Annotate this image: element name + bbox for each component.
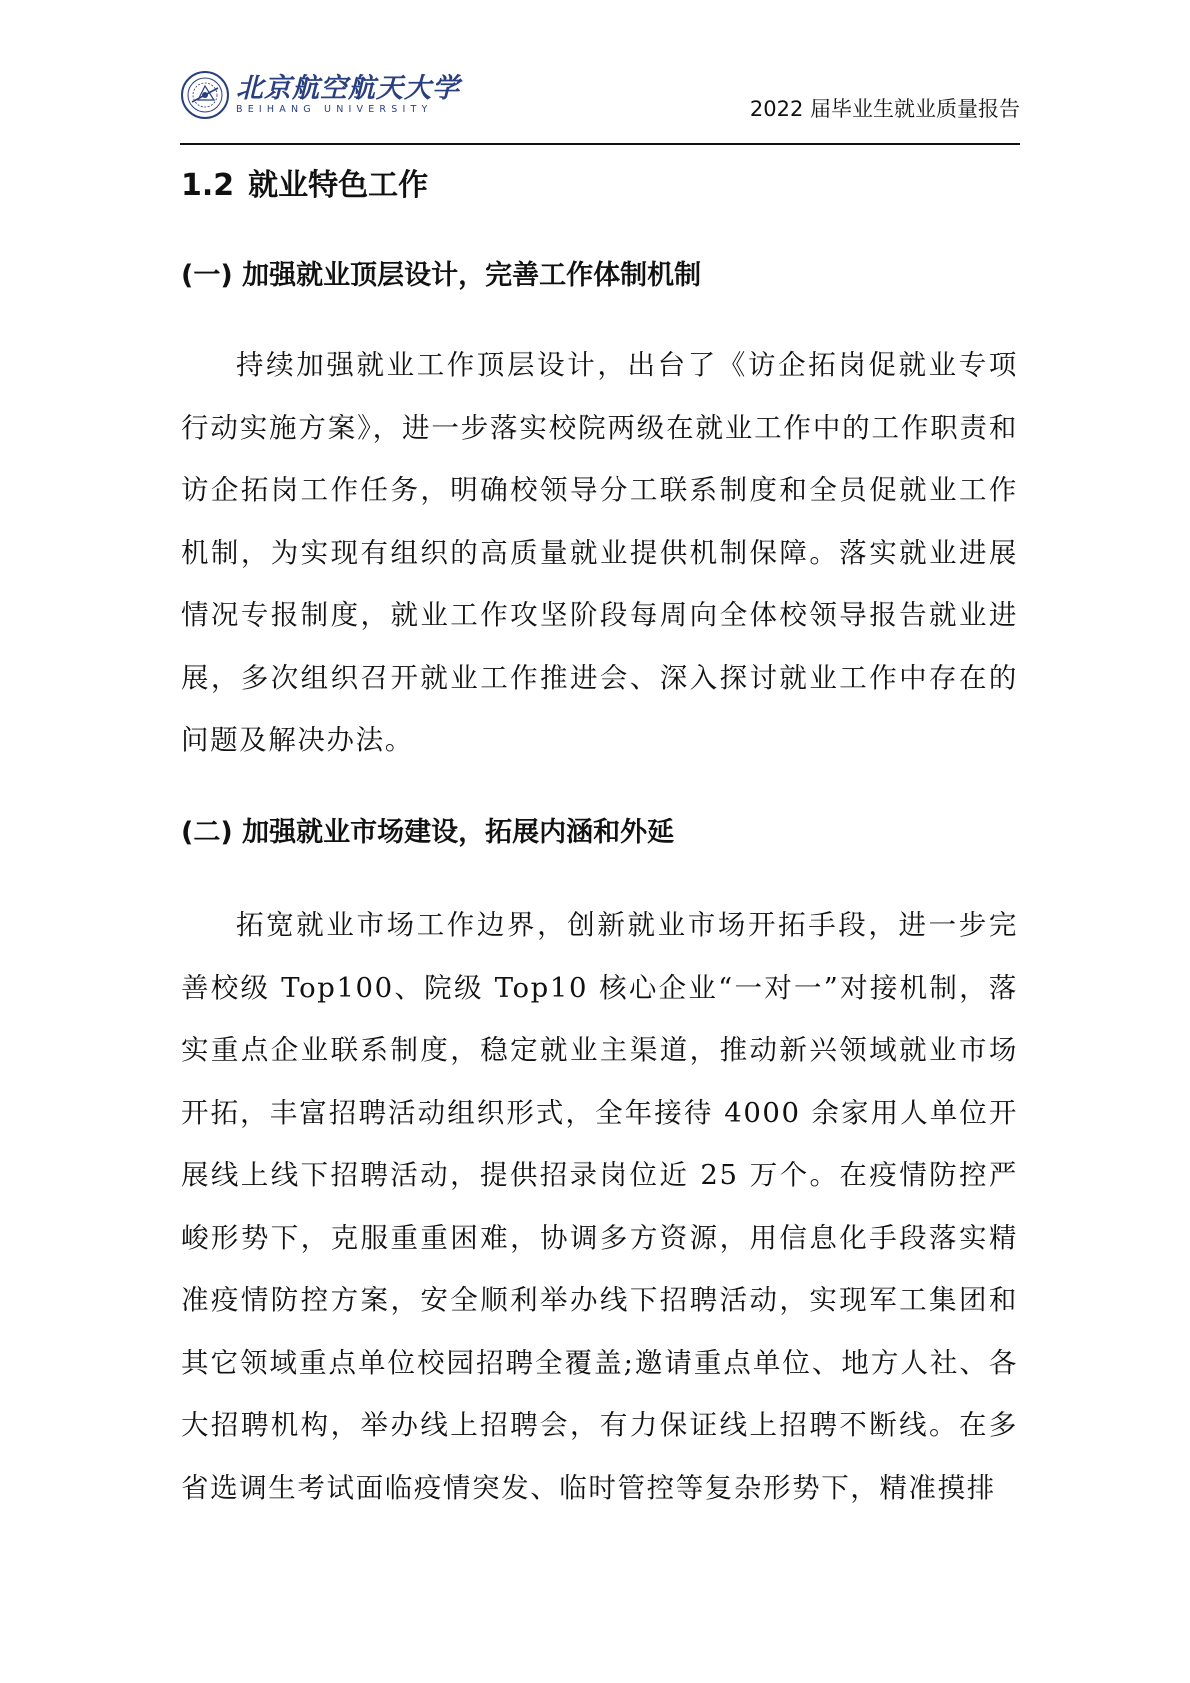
logo-chinese-name: 北京航空航天大学 — [236, 73, 460, 104]
university-seal-icon — [180, 70, 230, 120]
header-divider — [180, 143, 1020, 145]
body-paragraph-2: 拓宽就业市场工作边界，创新就业市场开拓手段，进一步完善校级 Top100、院级 Top10 核心企业“一对一”对接机制，落实重点企业联系制度，稳定就业主渠道，推动新兴领域就业市场开拓，丰富招聘活动组织形式，全年接待 4000 余家用人单位开展线上线下招聘活动，提供招录岗位近 25 万个。在疫情防控严峻形势下，克服重重困难，协调多方资源，用信息化手段落实精准疫情防控方案，安全顺利举办线下招聘活动，实现军工集团和其它领域重点单位校园招聘全覆盖;邀请重点单位、地方人社、各大招聘机构，举办线上招聘会，有力保证线上招聘不断线。在多省选调生考试面临疫情突发、临时管控等复杂形势下，精准摸排 — [181, 909, 1018, 1504]
logo-english-name: BEIHANG UNIVERSITY — [236, 104, 433, 115]
university-logo — [180, 70, 460, 120]
section-heading — [181, 166, 428, 206]
section-number: 1.2 — [181, 168, 235, 203]
section-title-text: 就业特色工作 — [248, 168, 429, 203]
body-paragraph-1: 持续加强就业工作顶层设计，出台了《访企拓岗促就业专项行动实施方案》，进一步落实校院两级在就业工作中的工作职责和访企拓岗工作任务，明确校领导分工联系制度和全员促就业工作机制，为实现有组织的高质量就业提供机制保障。落实就业进展情况专报制度，就业工作攻坚阶段每周向全体校领导报告就业进展，多次组织召开就业工作推进会、深入探讨就业工作中存在的问题及解决办法。 — [181, 349, 1018, 756]
report-title: 2022 届毕业生就业质量报告 — [749, 97, 1020, 121]
subsection-heading-1: (一) 加强就业顶层设计，完善工作体制机制 — [181, 260, 702, 291]
page-header — [180, 68, 1020, 144]
subsection-heading-2: (二) 加强就业市场建设，拓展内涵和外延 — [181, 817, 675, 848]
